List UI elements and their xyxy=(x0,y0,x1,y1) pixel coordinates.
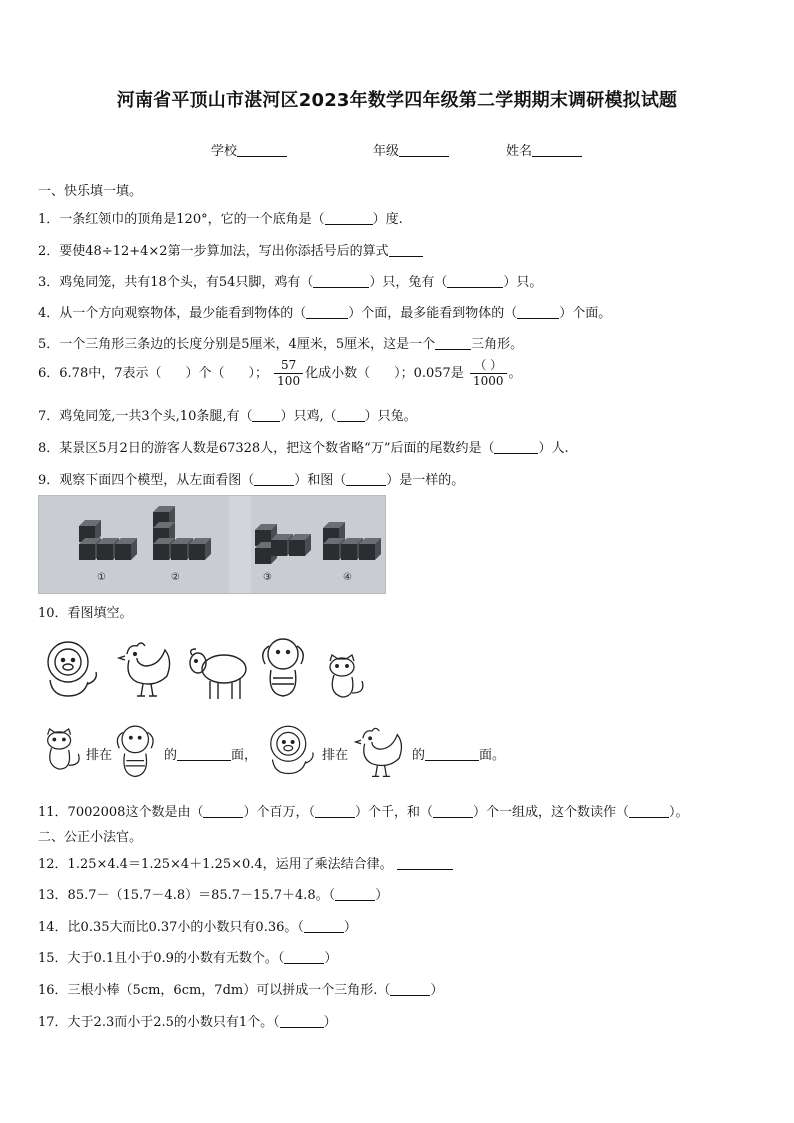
q17-text-b: ） xyxy=(323,1015,337,1030)
question-3 xyxy=(38,271,542,290)
question-9 xyxy=(38,469,464,488)
q11-blank-4[interactable] xyxy=(629,803,669,818)
q13-blank[interactable] xyxy=(335,886,375,901)
q11-text-c: ）个千，和（ xyxy=(354,805,433,820)
question-7 xyxy=(38,405,417,424)
q11-text-d: ）个一组成，这个数读作（ xyxy=(472,805,629,820)
q6-text-e: ）；0.057是 xyxy=(394,366,464,381)
q6-fraction-2 xyxy=(470,358,507,389)
q3-text-b: ）只，兔有（ xyxy=(369,275,448,290)
q4-text-a: 4．从一个方向观察物体，最少能看到物体的（ xyxy=(38,306,307,321)
q3-text-c: ）只。 xyxy=(503,275,543,290)
q14-text-a: 14．比0.35大而比0.37小的小数只有0.36。（ xyxy=(38,920,304,935)
section-2-heading: 二、公正小法官。 xyxy=(38,830,143,845)
school-label: 学校 xyxy=(211,144,238,159)
q9-blank-1[interactable] xyxy=(254,471,294,486)
kitten-icon xyxy=(40,726,84,774)
q10-text-p1: 排在 xyxy=(86,748,113,763)
q11-blank-2[interactable] xyxy=(315,803,355,818)
q7-text-a: 7．鸡兔同笼,一共3个头,10条腿,有（ xyxy=(38,409,253,424)
q7-text-c: ）只兔。 xyxy=(364,409,417,424)
q4-text-c: ）个面。 xyxy=(559,306,612,321)
name-field xyxy=(506,140,582,159)
q11-blank-1[interactable] xyxy=(203,803,243,818)
q9-text-b: ）和图（ xyxy=(294,473,347,488)
model-label-2: ② xyxy=(171,572,180,583)
q3-blank-2[interactable] xyxy=(447,273,503,288)
q8-text-b: ）人. xyxy=(538,441,569,456)
q13-text-b: ） xyxy=(375,888,389,903)
q6-fraction-1-denominator: 100 xyxy=(277,374,301,388)
q16-text-b: ） xyxy=(430,983,444,998)
q10-blank-2[interactable] xyxy=(425,746,479,761)
q10-fill-2 xyxy=(412,744,505,763)
q11-text-b: ）个百万，（ xyxy=(243,805,315,820)
model-3 xyxy=(255,524,311,564)
q4-blank-1[interactable] xyxy=(306,304,348,319)
lion-icon xyxy=(38,636,102,700)
question-11 xyxy=(38,801,689,820)
rooster-icon xyxy=(352,722,410,780)
q10-fill-1 xyxy=(164,744,257,763)
q7-blank-2[interactable] xyxy=(337,407,365,422)
q15-blank[interactable] xyxy=(284,949,324,964)
rooster-icon xyxy=(115,636,179,700)
q12-text-a: 12．1.25×4.4＝1.25×4＋1.25×0.4，运用了乘法结合律。 xyxy=(38,857,393,872)
q4-blank-2[interactable] xyxy=(517,304,559,319)
q5-text-b: 三角形。 xyxy=(471,337,524,352)
q10-text-p2: 的 xyxy=(164,748,178,763)
section-1-heading: 一、快乐填一填。 xyxy=(38,184,143,199)
q14-blank[interactable] xyxy=(304,918,344,933)
q10-blank-1[interactable] xyxy=(177,746,231,761)
question-13 xyxy=(38,884,388,903)
sheep-icon xyxy=(186,645,250,703)
q5-blank[interactable] xyxy=(435,335,471,350)
lion-icon xyxy=(262,720,318,778)
puppy-icon xyxy=(112,720,162,780)
grade-label: 年级 xyxy=(373,144,400,159)
q6-fraction-1-numerator: 57 xyxy=(274,358,303,374)
q6-fraction-1 xyxy=(274,358,303,389)
q1-text-b: ）度. xyxy=(372,212,403,227)
q3-text-a: 3．鸡兔同笼，共有18个头，有54只脚，鸡有（ xyxy=(38,275,314,290)
question-10: 10．看图填空。 xyxy=(38,606,133,621)
q6-fraction-2-denominator: 1000 xyxy=(472,374,504,388)
q10-text-p4: 排在 xyxy=(322,748,349,763)
q17-text-a: 17．大于2.3而小于2.5的小数只有1个。（ xyxy=(38,1015,280,1030)
q10-text-p6: 面。 xyxy=(479,748,506,763)
q1-text-a: 1．一条红领巾的顶角是120°，它的一个底角是（ xyxy=(38,212,325,227)
q11-text-e: ）。 xyxy=(669,805,689,820)
model-label-3: ③ xyxy=(263,572,272,583)
question-8 xyxy=(38,437,569,456)
model-label-1: ① xyxy=(97,572,106,583)
school-blank[interactable] xyxy=(237,142,287,157)
question-15 xyxy=(38,947,337,966)
q11-text-a: 11．7002008这个数是由（ xyxy=(38,805,204,820)
page-title: 河南省平顶山市湛河区2023年数学四年级第二学期期末调研模拟试题 xyxy=(116,90,678,111)
question-4 xyxy=(38,302,611,321)
model-4 xyxy=(323,522,381,560)
name-blank[interactable] xyxy=(532,142,582,157)
q8-text-a: 8．某景区5月2日的游客人数是67328人，把这个数省略“万”后面的尾数约是（ xyxy=(38,441,495,456)
q8-blank[interactable] xyxy=(494,439,538,454)
q9-blank-2[interactable] xyxy=(346,471,386,486)
question-17 xyxy=(38,1011,337,1030)
q2-blank[interactable] xyxy=(389,242,423,257)
q7-text-b: ）只鸡,（ xyxy=(280,409,337,424)
q10-text-p3: 面， xyxy=(231,748,258,763)
question-1 xyxy=(38,208,403,227)
q6-text-b: ）个（ xyxy=(185,366,225,381)
q9-text-a: 9．观察下面四个模型，从左面看图（ xyxy=(38,473,255,488)
q12-blank[interactable] xyxy=(397,855,453,870)
kitten-icon xyxy=(322,653,368,701)
q15-text-b: ） xyxy=(324,951,338,966)
q7-blank-1[interactable] xyxy=(252,407,280,422)
q17-blank[interactable] xyxy=(280,1013,324,1028)
q11-blank-3[interactable] xyxy=(433,803,473,818)
q9-text-c: ）是一样的。 xyxy=(386,473,465,488)
model-label-4: ④ xyxy=(343,572,352,583)
q16-text-a: 16．三根小棒（5cm，6cm，7dm）可以拼成一个三角形.（ xyxy=(38,983,391,998)
grade-blank[interactable] xyxy=(399,142,449,157)
q10-text-p5: 的 xyxy=(412,748,426,763)
question-2 xyxy=(38,240,423,259)
q5-text-a: 5．一个三角形三条边的长度分别是5厘米，4厘米，5厘米，这是一个 xyxy=(38,337,436,352)
q6-text-d: 化成小数（ xyxy=(305,366,371,381)
q2-text-a: 2．要使48÷12+4×2第一步算加法，写出你添括号后的算式 xyxy=(38,244,389,259)
cube-models-svg xyxy=(39,496,385,593)
q14-text-b: ） xyxy=(343,920,357,935)
question-6 xyxy=(38,358,522,389)
cube-models-figure xyxy=(38,495,386,594)
question-12 xyxy=(38,853,453,872)
q6-fraction-2-numerator[interactable]: （ ） xyxy=(470,358,507,374)
q1-blank[interactable] xyxy=(325,210,373,225)
q16-blank[interactable] xyxy=(390,981,430,996)
q13-text-a: 13．85.7－（15.7－4.8）＝85.7－15.7＋4.8。（ xyxy=(38,888,336,903)
name-label: 姓名 xyxy=(506,144,533,159)
question-5 xyxy=(38,333,523,352)
q6-text-a: 6．6.78中，7表示（ xyxy=(38,366,162,381)
model-1 xyxy=(79,520,137,560)
q3-blank-1[interactable] xyxy=(313,273,369,288)
model-2 xyxy=(153,506,211,560)
puppy-icon xyxy=(257,632,313,700)
q6-text-c: ）； xyxy=(248,366,269,381)
grade-field xyxy=(373,140,449,159)
q6-text-f: 。 xyxy=(508,366,522,381)
q15-text-a: 15．大于0.1且小于0.9的小数有无数个。（ xyxy=(38,951,285,966)
question-14 xyxy=(38,916,357,935)
school-field xyxy=(211,140,287,159)
question-16 xyxy=(38,979,443,998)
q4-text-b: ）个面，最多能看到物体的（ xyxy=(348,306,518,321)
